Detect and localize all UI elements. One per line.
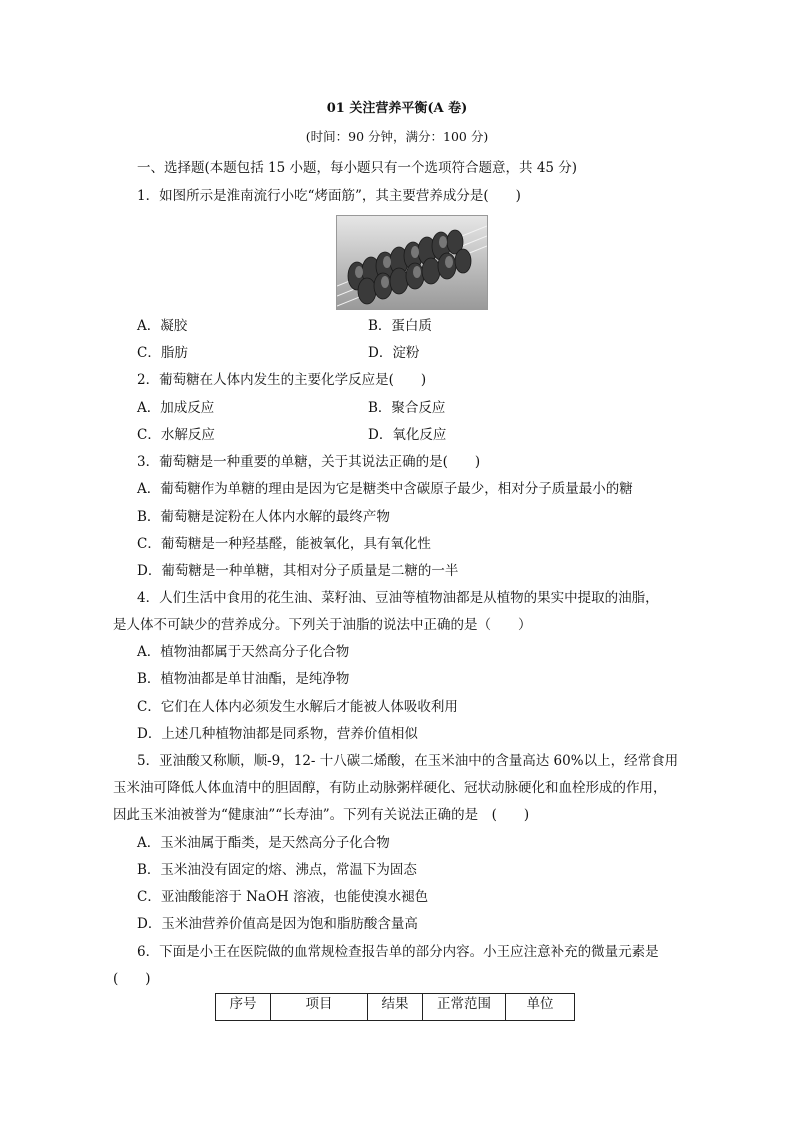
- q3-option-a: A．葡萄糖作为单糖的理由是因为它是糖类中含碳原子最少，相对分子质量最小的糖: [137, 481, 633, 497]
- q1-stem: 1．如图所示是淮南流行小吃“烤面筋”，其主要营养成分是( ): [137, 188, 521, 204]
- section-heading: 一、选择题(本题包括 15 小题，每小题只有一个选项符合题意，共 45 分): [137, 160, 578, 176]
- q3-option-d: D．葡萄糖是一种单糖，其相对分子质量是二糖的一半: [137, 563, 459, 579]
- q5-option-c: C．亚油酸能溶于 NaOH 溶液，也能使溴水褪色: [137, 889, 429, 905]
- q4-option-c: C．它们在人体内必须发生水解后才能被人体吸收利用: [137, 699, 458, 715]
- q2-option-c: C．水解反应: [137, 427, 215, 443]
- table-header-cell: 项目: [271, 994, 368, 1021]
- q2-option-d: D．氧化反应: [368, 427, 447, 443]
- q5-stem-line1: 5．亚油酸又称顺，顺-9，12- 十八碳二烯酸，在玉米油中的含量高达 60%以上，经常食用: [137, 753, 679, 769]
- table-header-cell: 序号: [216, 994, 271, 1021]
- grilled-gluten-photo: [336, 215, 488, 310]
- q3-option-c: C．葡萄糖是一种羟基醛，能被氧化，具有氧化性: [137, 536, 431, 552]
- q1-option-d: D．淀粉: [368, 345, 420, 361]
- q5-stem-line3: 因此玉米油被誉为“健康油”“长寿油”。下列有关说法正确的是 ( ): [113, 807, 530, 823]
- table-header-cell: 单位: [506, 994, 575, 1021]
- page-title: 01 关注营养平衡(A 卷): [326, 101, 468, 116]
- q4-option-d: D．上述几种植物油都是同系物，营养价值相似: [137, 726, 418, 742]
- q3-stem: 3．葡萄糖是一种重要的单糖，关于其说法正确的是( ): [137, 454, 481, 470]
- q1-option-c: C．脂肪: [137, 345, 188, 361]
- q5-option-b: B．玉米油没有固定的熔、沸点，常温下为固态: [137, 862, 417, 878]
- q5-option-a: A．玉米油属于酯类，是天然高分子化合物: [137, 835, 390, 851]
- q4-option-a: A．植物油都属于天然高分子化合物: [137, 644, 350, 660]
- q2-option-a: A．加成反应: [137, 400, 215, 416]
- q5-stem-line2: 玉米油可降低人体血清中的胆固醇，有防止动脉粥样硬化、冠状动脉硬化和血栓形成的作用，: [113, 780, 667, 796]
- q2-stem: 2．葡萄糖在人体内发生的主要化学反应是( ): [137, 372, 427, 388]
- q4-stem-line1: 4．人们生活中食用的花生油、菜籽油、豆油等植物油都是从植物的果实中提取的油脂，: [137, 590, 659, 606]
- q2-option-b: B．聚合反应: [368, 400, 446, 416]
- table-header-cell: 结果: [368, 994, 423, 1021]
- q3-option-b: B．葡萄糖是淀粉在人体内水解的最终产物: [137, 509, 390, 525]
- q5-option-d: D．玉米油营养价值高是因为饱和脂肪酸含量高: [137, 916, 418, 932]
- q1-option-a: A．凝胶: [137, 318, 188, 334]
- q4-option-b: B．植物油都是单甘油酯，是纯净物: [137, 671, 350, 687]
- blood-test-table: [215, 993, 575, 1021]
- q6-stem-line1: 6．下面是小王在医院做的血常规检查报告单的部分内容。小王应注意补充的微量元素是: [137, 944, 659, 960]
- table-header-cell: 正常范围: [423, 994, 506, 1021]
- q6-stem-line2: ( ): [113, 971, 151, 987]
- exam-info: (时间：90 分钟，满分：100 分): [305, 129, 489, 144]
- q4-stem-line2: 是人体不可缺少的营养成分。下列关于油脂的说法中正确的是（ ）: [113, 617, 532, 633]
- q1-option-b: B．蛋白质: [368, 318, 432, 334]
- table-header-row: [216, 994, 575, 1021]
